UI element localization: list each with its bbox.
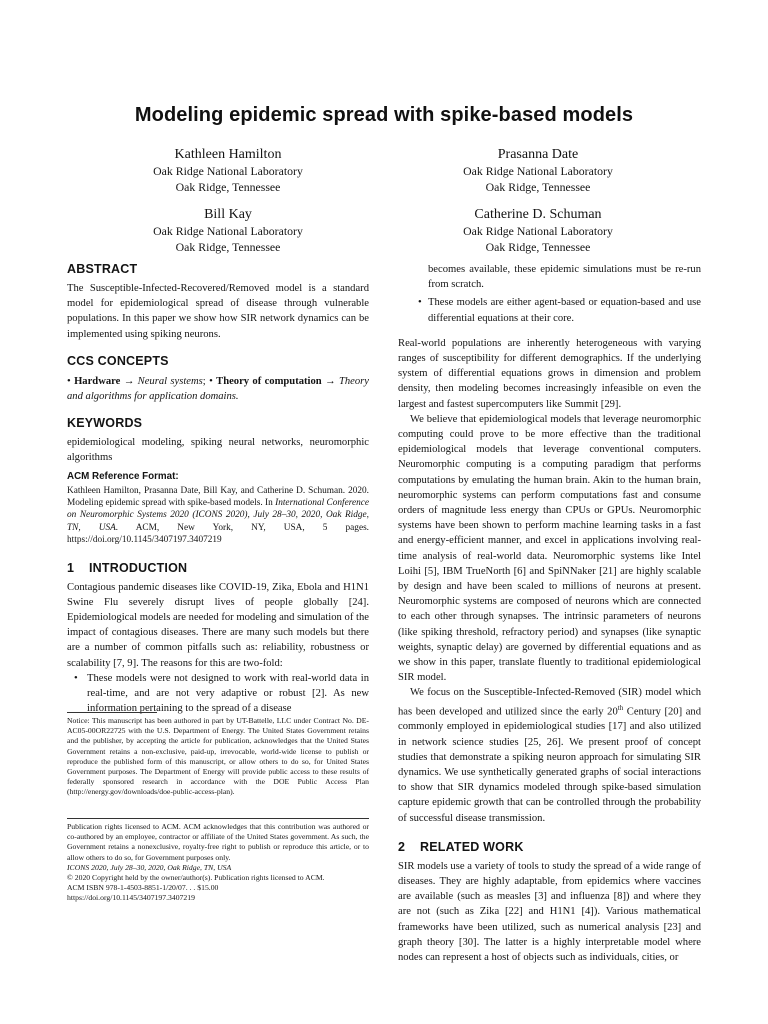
intro-paragraph: Contagious pandemic diseases like COVID-19, Zika, Ebola and H1N1 Swine Flu severely disrupt lives of people globally [24]. Epidemiological models are needed for modeling and simulation of the impact of contagious diseases. There are many such models but there are a number of common pitfalls such as: reliability, robustness or scalability [7, 9]. The reasons for this are two-fold:	[67, 581, 369, 669]
author-name: Bill Kay	[204, 207, 252, 222]
superscript: th	[617, 703, 624, 712]
author-affiliation: Oak Ridge National Laboratory	[153, 164, 303, 178]
arrow-icon: →	[325, 375, 336, 387]
acm-reference-venue: International Conference on Neuromorphic Systems 2020 (ICONS 2020), July 28–30, 2020, Oak Ridge, TN, USA.	[67, 498, 370, 533]
bullet-icon: •	[74, 672, 78, 684]
arrow-icon: →	[123, 375, 135, 387]
ccs-subitem: Neural systems	[137, 375, 203, 387]
left-column	[67, 262, 369, 716]
author-location: Oak Ridge, Tennessee	[485, 179, 591, 194]
author-block	[98, 205, 358, 255]
acm-reference-authors: Kathleen Hamilton, Prasanna Date, Bill Kay, and Catherine D. Schuman. 2020. Modeling epidemic spread with spike-based models. In	[67, 485, 369, 509]
section-title: INTRODUCTION	[89, 560, 188, 575]
ccs-bullet: •	[209, 375, 213, 387]
paragraph-text: Century [20] and commonly employed in epidemiological studies [17] and also utilized in network science studies [25, 26]. We present proof of concept studies that demonstrate a spiking neuron approach for simulating SIR dynamics. We use synthetically generated graphs of social interactions to show that SIR dynamics modeled through spike-based simulation capture epidemic growth that can be controlled through the probability of successful disease transmission.	[398, 706, 701, 824]
ccs-heading: CCS CONCEPTS	[67, 353, 169, 368]
bullet-icon: •	[418, 297, 422, 309]
section-number: 2	[398, 839, 406, 854]
author-block	[408, 205, 668, 255]
section-title: RELATED WORK	[420, 839, 524, 854]
keywords-text: epidemiological modeling, spiking neural networks, neuromorphic algorithms	[67, 437, 369, 464]
author-name: Prasanna Date	[497, 147, 579, 162]
footnote-notice: Notice: This manuscript has been authored in part by UT-Battelle, LLC under Contract No. DE-AC05-00OR22725 with the U.S. Department of Energy. The United States Government retains and the publisher, by accepting the article for publication, acknowledges that the United States Government retains a non-exclusive, paid-up, irrevocable, world-wide license to publish or reproduce the published form of this manuscript, or allow others to do so, for United States Government purposes. The Department of Energy will provide public access to these results of federally sponsored research in accordance with the DOE Public Access Plan (http://energy.gov/downloads/doe-public-access-plan).	[67, 716, 369, 797]
rights-text: Publication rights licensed to ACM. ACM acknowledges that this contribution was authored or co-authored by an employee, contractor or affiliate of the United States government. As such, the Government retains a nonexclusive, royalty-free right to publish or reproduce this article, or to allow others to do so, for Government purposes only.	[67, 822, 369, 862]
abstract-heading: ABSTRACT	[67, 262, 138, 276]
intro-paragraph	[398, 685, 701, 825]
paragraph-text: We focus on the Susceptible-Infected-Removed (SIR) model which has been developed and utilized since the early 20	[398, 687, 701, 718]
rights-block	[67, 822, 369, 904]
ccs-item-theory: Theory of computation	[216, 375, 322, 387]
author-name: Kathleen Hamilton	[174, 147, 282, 162]
paper-title: Modeling epidemic spread with spike-based models	[134, 104, 634, 126]
rights-copyright: © 2020 Copyright held by the owner/author(s). Publication rights licensed to ACM.	[67, 873, 325, 883]
ccs-bullet: •	[67, 375, 71, 387]
acm-reference-heading: ACM Reference Format:	[67, 470, 179, 482]
footnote-divider	[67, 712, 157, 713]
intro-paragraph: We believe that epidemiological models that leverage neuromorphic computing could prove to be more effective than the traditional epidemiological models that leverage conventional computers. Neuromorphic computing is a computing paradigm that performs computations by emulating the human brain. Akin to the human brain, neuromorphic systems can perform computations fast and consume orders of magnitude less energy than CPUs or GPUs. Neuromorphic systems have been shown to perform machine learning tasks in a fast and energy-efficient manner, and excel in applications involving real-time analysis of real-world data. Neuromorphic systems like Intel Loihi [5], IBM TrueNorth [6] and SpiNNaker [21] are highly scalable by design and have been scaled to millions of neurons at present. Neuromorphic systems are composed of neurons which are connected to each other through synapses. The intrinsic parameters of neurons (like spiking threshold, refractory period) and synapses (like synaptic weights, synaptic delay) are governed by differential equations and as we show in this paper, translate fluently to traditional epidemiological SIR model.	[398, 413, 701, 684]
author-name: Catherine D. Schuman	[474, 207, 602, 222]
rights-divider	[67, 818, 369, 819]
ccs-subitem: Theory and algorithms for application domains.	[67, 375, 369, 403]
related-paragraph: SIR models use a variety of tools to study the spread of a wide range of diseases. They are highly adaptable, from epidemics where vaccines are available (such as measles [3] and influenza [8]) and where they are not (such as Zika [22] and H1N1 [4]). Various mathematical frameworks have been utilized, such as numerical analysis [23] and graph theory [30]. The latter is a highly interpretable model where nodes can represent a host of objects such as individuals, cities, or	[398, 860, 701, 964]
rights-isbn: ACM ISBN 978-1-4503-8851-1/20/07. . . $15.00	[67, 883, 219, 893]
section-heading-introduction	[67, 561, 369, 575]
keywords-heading: KEYWORDS	[67, 416, 143, 431]
ccs-concepts	[67, 374, 369, 404]
author-block	[98, 145, 358, 195]
list-item-continued: becomes available, these epidemic simulations must be re-run from scratch.	[428, 264, 701, 291]
author-affiliation: Oak Ridge National Laboratory	[153, 224, 303, 238]
rights-conference: ICONS 2020, July 28–30, 2020, Oak Ridge, TN, USA	[67, 862, 232, 872]
list-item	[398, 295, 701, 325]
rights-doi: https://doi.org/10.1145/3407197.3407219	[67, 893, 195, 903]
abstract-text: The Susceptible-Infected-Recovered/Removed model is a standard model for epidemiological spread of disease through vulnerable populations. In this paper we show how SIR network dynamics can be implemented using spiking neurons.	[67, 283, 369, 340]
section-heading-related-work	[398, 840, 701, 854]
author-affiliation: Oak Ridge National Laboratory	[463, 164, 613, 178]
author-location: Oak Ridge, Tennessee	[485, 239, 591, 254]
acm-reference-text	[67, 485, 369, 547]
author-location: Oak Ridge, Tennessee	[175, 239, 281, 254]
list-item	[67, 671, 369, 717]
author-location: Oak Ridge, Tennessee	[175, 179, 281, 194]
ccs-separator: ;	[202, 375, 206, 387]
list-item-text: These models are either agent-based or equation-based and use differential equations at their core.	[428, 297, 701, 324]
ccs-item-hardware: Hardware	[74, 375, 121, 387]
section-number: 1	[67, 560, 75, 575]
author-affiliation: Oak Ridge National Laboratory	[463, 224, 613, 238]
right-column	[398, 262, 701, 965]
intro-paragraph: Real-world populations are inherently heterogeneous with varying ranges of susceptibility for different demographics. If the underlying system of differential equations grows in dimension and problem density, then modeling becomes increasingly infeasible on even the largest and fastest supercomputers like Summit [29].	[398, 337, 701, 410]
acm-reference-doi: ACM, New York, NY, USA, 5 pages. https://doi.org/10.1145/3407197.3407219	[67, 522, 370, 546]
author-block	[408, 145, 668, 195]
list-item-text: These models were not designed to work with real-world data in real-time, and are not very adaptive or robust [2]. As new information pertaining to the spread of a disease	[87, 672, 369, 715]
